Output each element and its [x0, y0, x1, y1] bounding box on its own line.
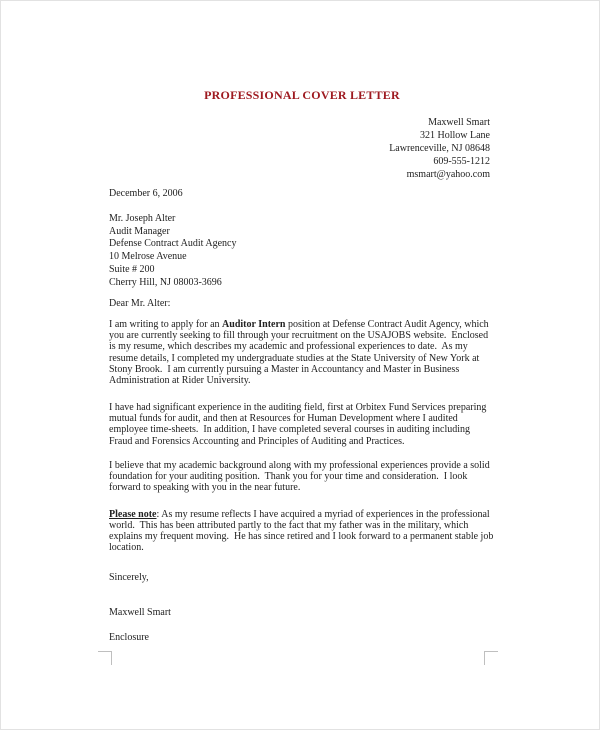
sender-name: Maxwell Smart	[428, 117, 490, 128]
recipient-job-title: Audit Manager	[109, 225, 170, 237]
valediction: Sincerely,	[109, 572, 149, 584]
please-note-emphasis: Please note	[109, 508, 157, 520]
recipient-organization: Defense Contract Audit Agency	[109, 238, 237, 250]
paragraph-4-text: : As my resume reflects I have acquired a myriad of experiences in the professional world. This has been attributed partly to the fact that my father was in the military, which explains my frequent moving. He has since retired and I look forward to a permanent stable job location.	[109, 508, 496, 554]
body-paragraph-1	[109, 319, 495, 386]
recipient-address-block	[109, 213, 495, 289]
paragraph-1-text-post: position at Defense Contract Audit Agency, which you are currently seeking to fill through your recruitment on the USAJOBS website. Enclosed is my resume, which describes my academic and professional experiences to date. As my resume details, I completed my undergraduate studies at the State University of New York at Stony Brook. I am currently pursuing a Master in Accountancy and Master in Business Administration at Rider University.	[109, 319, 492, 386]
letter-content	[1, 1, 599, 643]
salutation: Dear Mr. Alter:	[109, 298, 171, 310]
paragraph-1-text-pre: I am writing to apply for an	[109, 319, 223, 331]
recipient-street: 10 Melrose Avenue	[109, 251, 187, 263]
document-title: PROFESSIONAL COVER LETTER	[204, 88, 400, 102]
body-paragraph-3: I believe that my academic background along with my professional experiences provide a solid foundation for your auditing position. Thank you for your time and consideration. I look forward to speaking with you in the near future.	[109, 460, 493, 494]
signature-name: Maxwell Smart	[109, 607, 171, 619]
body-paragraph-2: I have had significant experience in the auditing field, first at Orbitex Fund Services preparing mutual funds for audit, and then at Resources for Human Development where I audited employee time-sheets. In addition, I have completed several courses in auditing including Fraud and Forensics Accounting and Principles of Auditing and Practices.	[109, 402, 489, 447]
sender-address-block	[109, 116, 490, 181]
recipient-suite: Suite # 200	[109, 263, 155, 275]
recipient-city-state-zip: Cherry Hill, NJ 08003-3696	[109, 276, 222, 288]
enclosure-note: Enclosure	[109, 632, 149, 644]
position-title-bold: Auditor Intern	[222, 319, 286, 331]
sender-city-state-zip: Lawrenceville, NJ 08648	[389, 143, 490, 154]
sender-street: 321 Hollow Lane	[420, 130, 490, 141]
recipient-name: Mr. Joseph Alter	[109, 213, 176, 224]
sender-email: msmart@yahoo.com	[406, 169, 490, 180]
margin-corner-mark-left	[98, 651, 112, 665]
date-line: December 6, 2006	[109, 188, 183, 199]
sender-phone: 609-555-1212	[433, 156, 490, 167]
margin-corner-mark-right	[484, 651, 498, 665]
body-paragraph-4	[109, 509, 495, 553]
